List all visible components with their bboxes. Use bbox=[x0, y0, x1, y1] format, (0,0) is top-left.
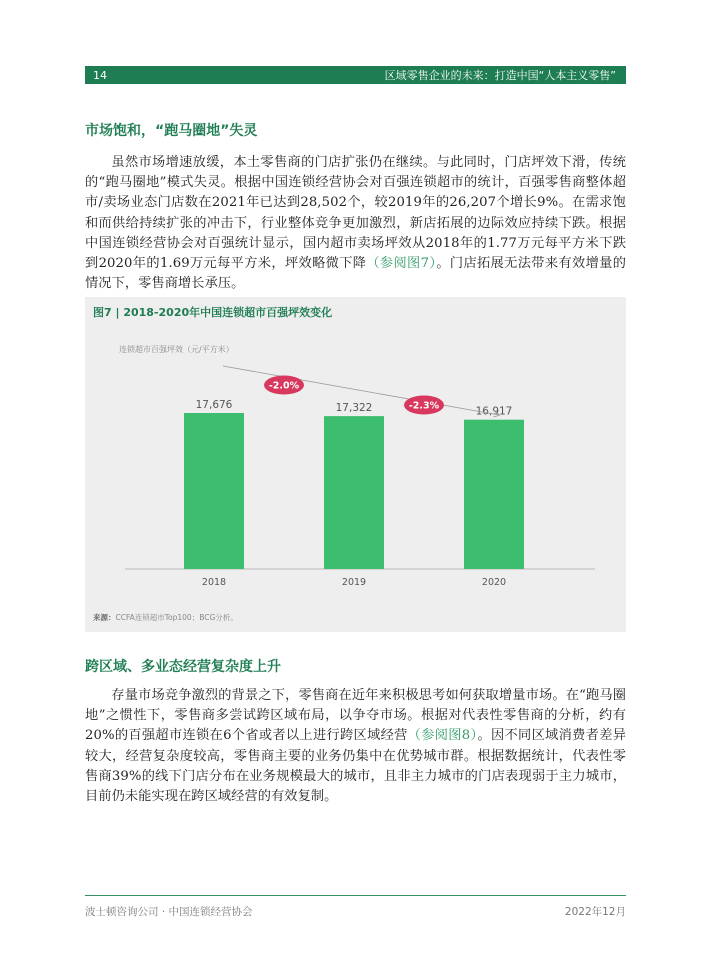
paragraph-text: 虽然市场增速放缓，本土零售商的门店扩张仍在继续。与此同时，门店坪效下滑，传统的“跑马圈地”模式失灵。根据中国连锁经营协会对百强连锁超市的统计，百强零售商整体超市/卖场业态门店数在2021年已达到28,502个，较2019年的26,207个增长9%。在需求饱和而供给持续扩张的冲击下，行业整体竞争更加激烈，新店拓展的边际效应持续下跌。根据中国连锁经营协会对百强统计显示，国内超市卖场坪效从2018年的1.77万元每平方米下跌到2020年的1.69万元每平方米，坪效略微下降 bbox=[85, 155, 626, 272]
paragraph-text-end: 。因不同区域消费者差异较大，经营复杂度较高，零售商主要的业务仍集中在优势城市群。根据数据统计，代表性零售商39%的线下门店分布在业务规模最大的城市，且非主力城市的门店表现弱于主力城市，目前仍未能实现在跨区域经营的有效复制。 bbox=[85, 728, 627, 805]
data-label-2019: 17,322 bbox=[335, 402, 373, 415]
paragraph-text-end: 。门店拓展无法带来有效增量的情况下，零售商增长承压。 bbox=[85, 256, 626, 292]
source-text: CCFA连锁超市Top100；BCG分析。 bbox=[115, 613, 238, 622]
bar-2018 bbox=[184, 413, 244, 569]
page-header bbox=[85, 66, 626, 84]
page-number: 14 bbox=[93, 68, 107, 82]
chart-axis-label: 连锁超市百强坪效（元/平方米） bbox=[119, 345, 234, 354]
paragraph-market-saturation bbox=[85, 153, 626, 294]
paragraph-cross-region bbox=[85, 686, 626, 807]
footer-date: 2022年12月 bbox=[564, 906, 626, 918]
footer-divider bbox=[85, 895, 626, 896]
figure-reference-link[interactable]: （参阅图8） bbox=[407, 728, 478, 744]
running-title: 区域零售企业的未来：打造中国“人本主义零售” bbox=[384, 69, 616, 82]
paragraph-text: 存量市场竞争激烈的背景之下，零售商在近年来积极思考如何获取增量市场。在“跑马圈地”之惯性下，零售商多尝试跨区域布局，以争夺市场。根据对代表性零售商的分析，约有20%的百强超市连锁在6个省或者以上进行跨区域经营 bbox=[85, 688, 626, 744]
section-heading-cross-region: 跨区域、多业态经营复杂度上升 bbox=[85, 659, 281, 675]
bar-chart bbox=[85, 297, 626, 632]
figure-title: 图7 | 2018-2020年中国连锁超市百强坪效变化 bbox=[93, 306, 333, 319]
figure-reference-link[interactable]: （参阅图7） bbox=[366, 256, 437, 272]
section-heading-market-saturation: 市场饱和，“跑马圈地”失灵 bbox=[85, 123, 258, 139]
figure-7 bbox=[85, 297, 626, 632]
tick-label-2018: 2018 bbox=[201, 577, 227, 588]
bar-2019 bbox=[324, 416, 384, 569]
tick-label-2019: 2019 bbox=[341, 577, 367, 588]
data-label-2018: 17,676 bbox=[195, 399, 233, 411]
source-label: 来源： bbox=[93, 613, 116, 622]
change-label-2018-2019: -2.0% bbox=[268, 380, 300, 392]
data-label-2020: 16,917 bbox=[475, 405, 513, 418]
change-label-2019-2020: -2.3% bbox=[408, 400, 440, 412]
figure-source bbox=[93, 612, 238, 623]
bar-2020 bbox=[464, 420, 524, 569]
footer-publisher: 波士顿咨询公司 · 中国连锁经营协会 bbox=[85, 906, 253, 918]
tick-label-2020: 2020 bbox=[481, 577, 507, 588]
